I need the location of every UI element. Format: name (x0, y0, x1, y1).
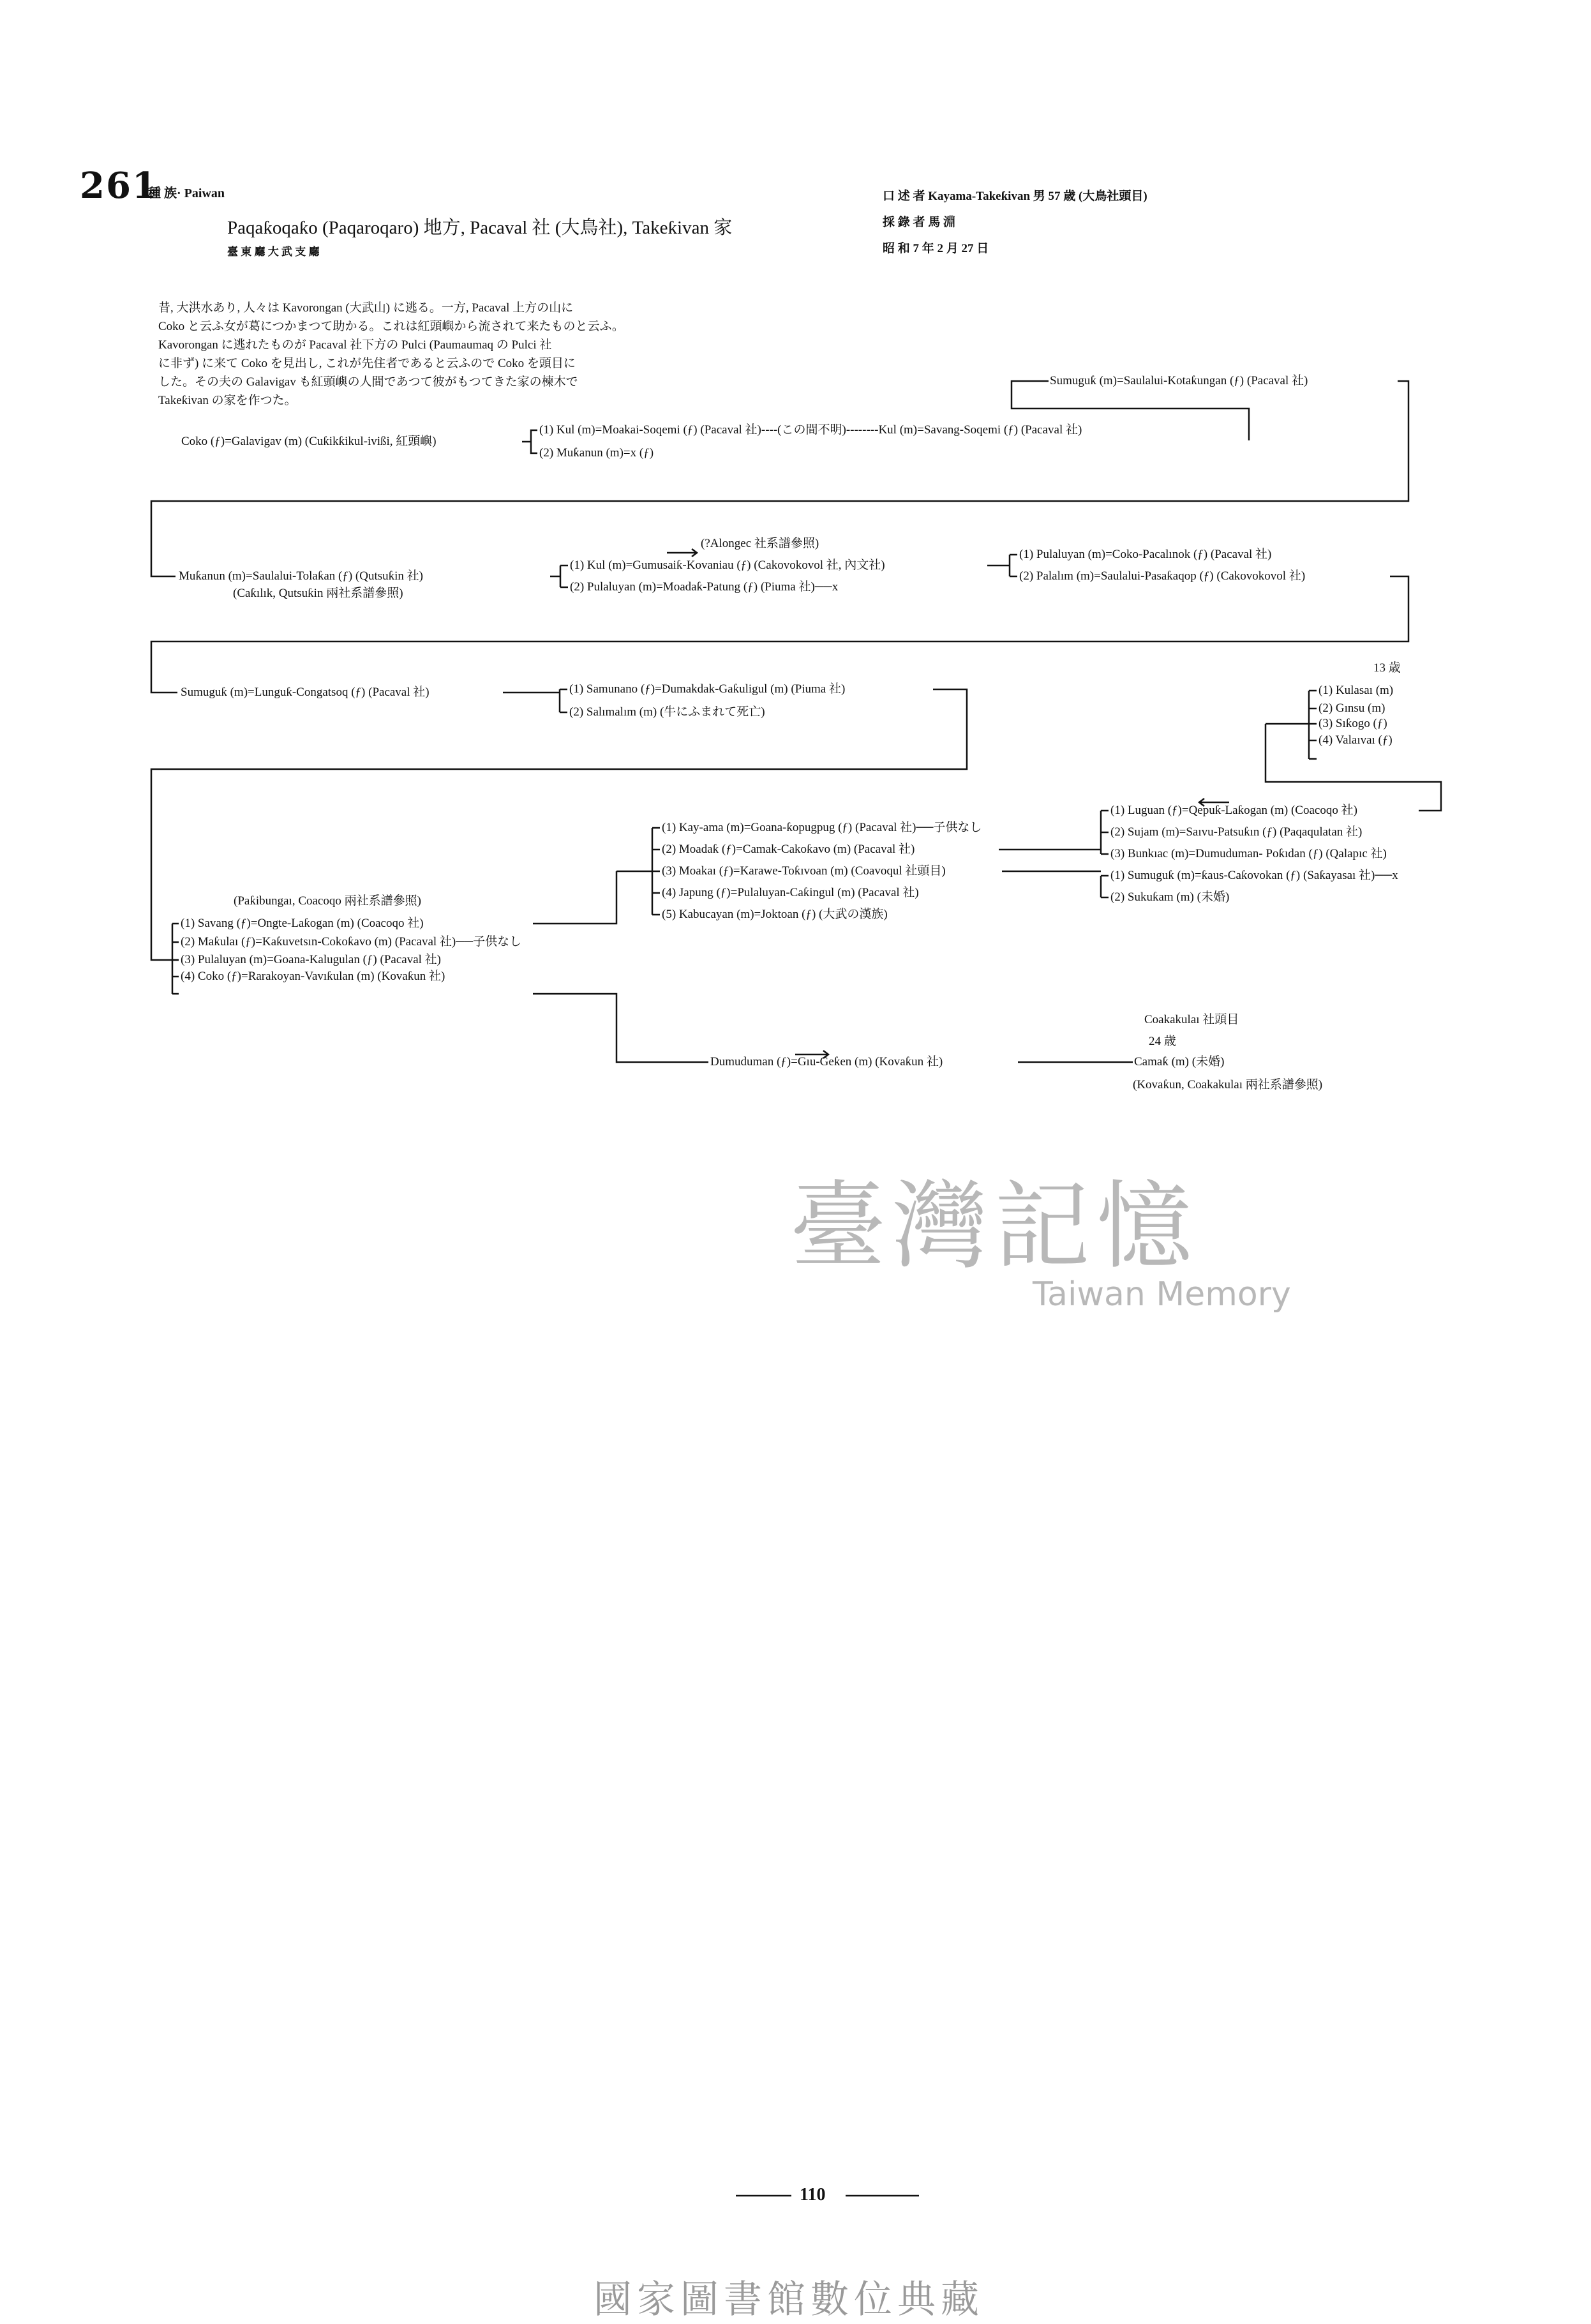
intro-line: Takeƙivan の家を作つた。 (158, 394, 297, 407)
gen7-child: (3) Moakaı (ƒ)=Karawe-Toƙıvoan (m) (Coavoqul 社頭目) (662, 864, 946, 878)
gen7-child: (2) Moadaƙ (ƒ)=Camak-Cakoƙavo (m) (Pacaval 社) (662, 843, 915, 856)
gen3-child-2: (2) Pulaluyan (m)=Moadaƙ-Patung (ƒ) (Piuma 社)──x (570, 580, 839, 594)
intro-line: に非ず) に来て Coko を見出し, これが先住者であると云ふので Coko を頭目に (158, 357, 576, 370)
gen7-child: (4) Japung (ƒ)=Pulaluyan-Caƙingul (m) (Pacaval 社) (662, 886, 919, 899)
tree-root-couple: Coko (ƒ)=Galavigav (m) (Cuƙikƙikul-ivißi, 紅頭嶼) (181, 435, 437, 448)
intro-line: Kavorongan に逃れたものが Pacaval 社下方の Pulci (Paumaumaq の Pulci 社 (158, 338, 552, 352)
gen6-child: (2) Maƙulaı (ƒ)=Kaƙuvetsın-Cokoƙavo (m) (Pacaval 社)──子供なし (181, 935, 522, 948)
taiwan-memory-watermark-en: Taiwan Memory (1033, 1275, 1291, 1314)
intro-paragraph (158, 299, 624, 410)
recorder-line: 採 錄 者 馬 淵 (883, 216, 956, 229)
gen5-child-1: (1) Samunano (ƒ)=Dumakdak-Gaƙuligul (m) (Piuma 社) (569, 682, 846, 696)
gen3-child-1: (1) Kul (m)=Gumusaiƙ-Kovaniau (ƒ) (Cakovokovol 社, 內文社) (570, 559, 885, 572)
kids13-item: (4) Valaıvaı (ƒ) (1318, 733, 1393, 747)
dumuduman-couple: Dumuduman (ƒ)=Gıu-Geƙen (m) (Kovaƙun 社) (710, 1055, 943, 1068)
gen8a-child: (2) Sujam (m)=Saıvu-Patsuƙın (ƒ) (Paqaqulatan 社) (1110, 825, 1363, 839)
camak-entry: Camaƙ (m) (未婚) (1134, 1055, 1225, 1068)
gen8b-child: (1) Sumuguƙ (m)=ƙaus-Caƙovokan (ƒ) (Saƙayasaı 社)──x (1110, 869, 1398, 882)
gen8b-child: (2) Sukuƙam (m) (未婚) (1110, 890, 1230, 904)
age-24-label: 24 歳 (1149, 1035, 1176, 1048)
district-label: 臺 東 廳 大 武 支 廳 (227, 246, 320, 258)
sumugul-mid-couple: Sumuguƙ (m)=Lunguƙ-Congatsoq (ƒ) (Pacaval 社) (181, 686, 429, 699)
page-number: 110 (800, 2185, 826, 2205)
intro-line: 昔, 大洪水あり, 人々は Kavorongan (大武山) に逃る。一方, Pacaval 上方の山に (158, 301, 574, 315)
coakakulai-head-label: Coakakulaı 社頭目 (1144, 1013, 1239, 1026)
entry-number: 261 (80, 165, 158, 207)
gen7-child: (5) Kabucayan (m)=Joktoan (ƒ) (大武の漢族) (662, 908, 888, 921)
cakilik-note: (Caƙılık, Qutsuƙin 兩社系譜參照) (233, 587, 403, 600)
gen8a-child: (1) Luguan (ƒ)=Qepuƙ-Laƙogan (m) (Coacoqo 社) (1110, 804, 1357, 817)
pakibungai-note: (Paƙibungaı, Coacoqo 兩社系譜參照) (234, 894, 421, 908)
gen6-child: (3) Pulaluyan (m)=Goana-Kalugulan (ƒ) (Pacaval 社) (181, 953, 441, 966)
gen8a-child: (3) Bunkıac (m)=Dumuduman- Poƙıdan (ƒ) (Qalapıc 社) (1110, 847, 1387, 860)
tribe-label: 種 族· Paiwan (148, 186, 225, 200)
informant-line: 口 述 者 Kayama-Takeƙivan 男 57 歳 (大鳥社頭目) (883, 190, 1147, 203)
gen4-child-2: (2) Palalım (m)=Saulalui-Pasaƙaqop (ƒ) (Cakovokovol 社) (1019, 569, 1306, 583)
gen1-child-1: (1) Kul (m)=Moakai-Soqemi (ƒ) (Pacaval 社)----(この間不明)--------Kul (m)=Savang-Soqemi (ƒ) (Pacaval 社) (539, 423, 1082, 437)
intro-line: Coko と云ふ女が葛につかまつて助かる。これは紅頭嶼から流されて来たものと云ふ。 (158, 320, 624, 333)
intro-line: した。その夫の Galavigav も紅頭嶼の人間であつて彼がもつてきた家の楝木で (158, 375, 578, 389)
taiwan-memory-watermark: 臺灣記憶 (790, 1171, 1199, 1282)
date-line: 昭 和 7 年 2 月 27 日 (883, 242, 989, 255)
alongec-note: (?Alongec 社系譜參照) (701, 537, 819, 550)
kovakun-note: (Kovaƙun, Coakakulaı 兩社系譜參照) (1133, 1078, 1323, 1091)
age-13-label: 13 歳 (1373, 661, 1401, 675)
mukanun-couple: Muƙanun (m)=Saulalui-Tolaƙan (ƒ) (Qutsuƙin 社) (179, 569, 423, 583)
gen4-child-1: (1) Pulaluyan (m)=Coko-Pacalınok (ƒ) (Pacaval 社) (1019, 548, 1272, 561)
location-title: Paqaƙoqaƙo (Paqaroqaro) 地方, Pacaval 社 (大鳥社), Takeƙivan 家 (227, 218, 733, 238)
gen6-child: (4) Coko (ƒ)=Rarakoyan-Vavıƙulan (m) (Kovaƙun 社) (181, 970, 445, 983)
kids13-item: (2) Gınsu (m) (1318, 701, 1386, 715)
gen7-child: (1) Kay-ama (m)=Goana-ƙopugpug (ƒ) (Pacaval 社)──子供なし (662, 821, 982, 834)
gen1-child-2: (2) Muƙanun (m)=x (ƒ) (539, 446, 654, 460)
gen6-child: (1) Savang (ƒ)=Ongte-Laƙogan (m) (Coacoqo 社) (181, 917, 424, 930)
library-footer: 國家圖書館數位典藏 (594, 2277, 984, 2322)
kids13-item: (1) Kulasaı (m) (1318, 684, 1394, 697)
gen5-child-2: (2) Salımalım (m) (牛にふまれて死亡) (569, 705, 765, 719)
kids13-item: (3) Sıƙogo (ƒ) (1318, 717, 1387, 730)
sumugul-top-couple: Sumuguƙ (m)=Saulalui-Kotaƙungan (ƒ) (Pacaval 社) (1050, 374, 1308, 387)
